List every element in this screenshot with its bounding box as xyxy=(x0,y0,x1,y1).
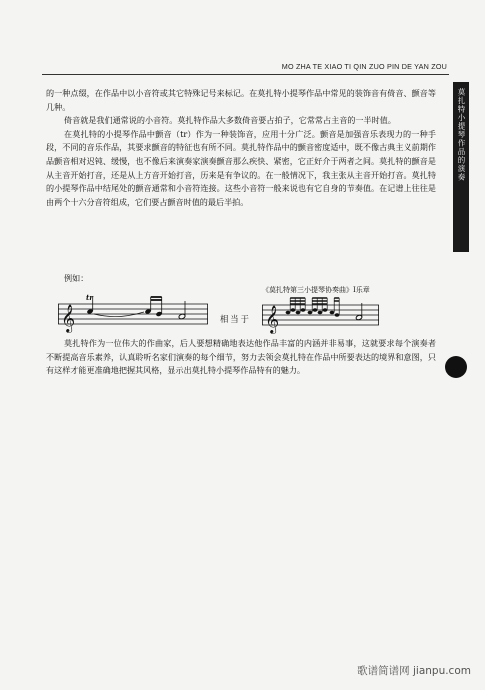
side-title: 莫扎特小提琴作品的演奏 xyxy=(457,88,466,182)
watermark: 歌谱简谱网 jianpu.com xyxy=(357,665,471,677)
svg-text:𝄞: 𝄞 xyxy=(61,304,76,332)
music-staff-realization xyxy=(262,293,382,337)
example-label: 例如： xyxy=(64,273,89,283)
excerpt-title: 《莫扎特第三小提琴协奏曲》Ⅰ乐章 xyxy=(262,286,370,294)
header-rule xyxy=(42,74,449,75)
page-number-tab xyxy=(445,356,467,378)
equivalent-label: 相当于 xyxy=(220,314,251,324)
paragraph-1: 的一种点缀，在作品中以小音符或其它特殊记号来标记。在莫扎特小提琴作品中常见的装饰音有倚音、颤音等几种。 xyxy=(46,88,436,112)
music-staff-trill xyxy=(58,290,213,334)
running-header: MO ZHA TE XIAO TI QIN ZUO PIN DE YAN ZOU xyxy=(281,62,447,71)
svg-text:tr: tr xyxy=(86,293,93,302)
paragraph-3: 在莫扎特的小提琴作品中颤音（tr）作为一种装饰音，应用十分广泛。颤音是加强音乐表现力的一种手段，不同的音乐作品，其要求颤音的特征也有所不同。莫扎特作品中的颤音密度适中，既不像古典主义前期作品颤音相对迟钝、缓慢，也不像后来演奏家演奏颤音那么疾快、紧密，它正好介于两者之间。莫扎特的颤音是从主音开始打音，还是从上方音开始打音，历来是有争议的。在一般情况下，我主张从主音开始打音。莫扎特的小提琴作品中结尾处的颤音通常和小音符连接。这些小音符一般来说也有它自身的节奏值。在记谱上往往是由两个十六分音符组成，它们要占颤音时值的最后半拍。 xyxy=(46,128,436,207)
body-text xyxy=(46,87,436,209)
closing-text xyxy=(46,337,436,378)
svg-text:𝄞: 𝄞 xyxy=(265,305,280,333)
paragraph-2: 倚音就是我们通常说的小音符。莫扎特作品大多数倚音要占拍子，它常常占主音的一半时值。 xyxy=(64,115,396,126)
paragraph-4: 莫扎特作为一位伟大的作曲家，后人要想精确地表达他作品丰富的内涵并非易事，这就要求每个演奏者不断提高音乐素养，认真聆听名家们演奏的每个细节，努力去领会莫扎特在作品中所要表达的境界和意图，只有这样才能更准确地把握其风格，显示出莫扎特小提琴作品特有的魅力。 xyxy=(46,338,436,376)
